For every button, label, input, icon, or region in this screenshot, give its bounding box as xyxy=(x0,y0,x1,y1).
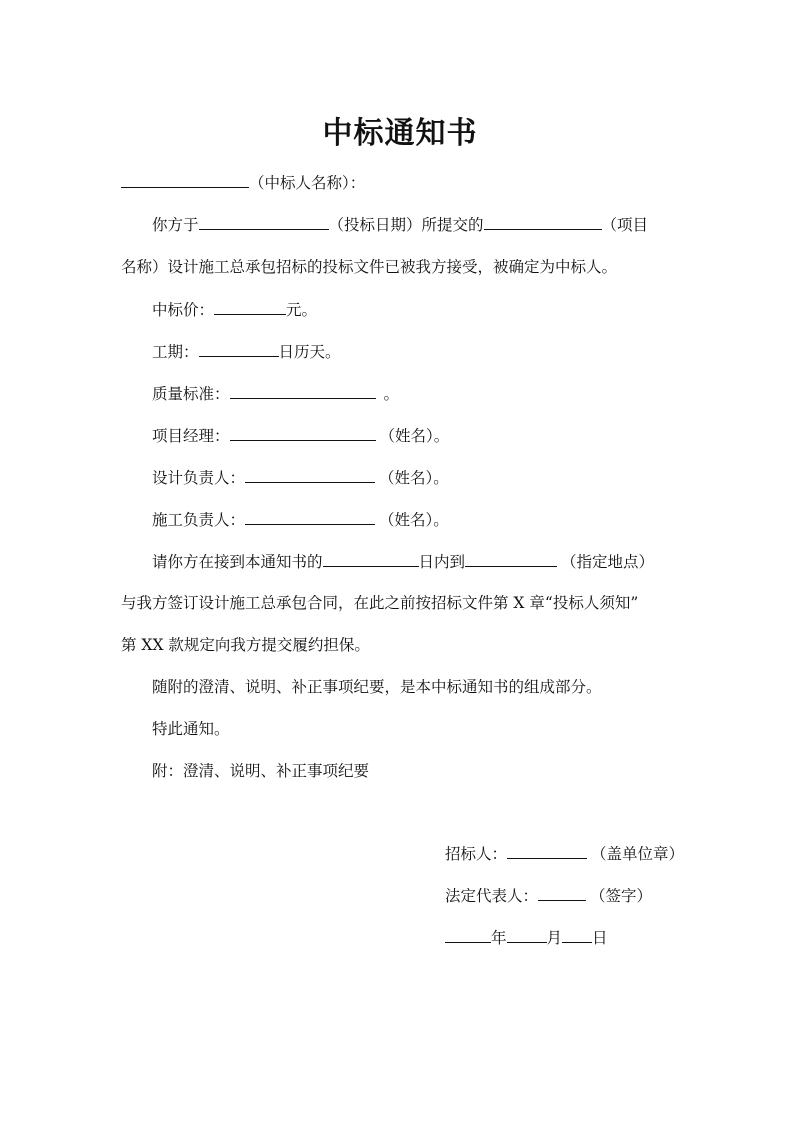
paragraph-1-line-1 xyxy=(152,214,648,235)
period-blank[interactable] xyxy=(199,341,279,357)
winner-name-blank[interactable] xyxy=(121,172,249,188)
year-label: 年 xyxy=(491,929,507,947)
pm-blank[interactable] xyxy=(230,425,376,441)
quality-label: 质量标准： xyxy=(152,385,230,403)
page-title: 中标通知书 xyxy=(322,116,478,151)
p1-text-c: （项目 xyxy=(601,216,649,234)
construction-lead-label: 施工负责人： xyxy=(152,511,246,529)
p1-text-b: （投标日期）所提交的 xyxy=(328,216,484,234)
construction-lead-end: （姓名）。 xyxy=(379,511,449,529)
design-lead-blank[interactable] xyxy=(245,467,375,483)
construction-lead-blank[interactable] xyxy=(245,509,375,525)
construction-lead-line xyxy=(152,509,449,530)
price-unit: 元。 xyxy=(286,301,318,319)
design-lead-label: 设计负责人： xyxy=(152,469,246,487)
tenderer-end: （盖单位章） xyxy=(591,845,685,863)
p2-text-c: （指定地点） xyxy=(561,553,655,571)
day-label: 日 xyxy=(592,929,608,947)
tenderer-blank[interactable] xyxy=(507,843,587,859)
price-label: 中标价： xyxy=(152,301,215,319)
pm-end: （姓名）。 xyxy=(379,427,450,445)
price-blank[interactable] xyxy=(214,299,286,315)
paragraph-3: 随附的澄清、说明、补正事项纪要，是本中标通知书的组成部分。 xyxy=(152,678,602,696)
month-label: 月 xyxy=(546,929,563,947)
addressee-line xyxy=(121,172,365,193)
paragraph-4: 特此通知。 xyxy=(152,720,230,738)
period-label: 工期： xyxy=(152,343,199,361)
day-blank[interactable] xyxy=(562,927,592,943)
month-blank[interactable] xyxy=(507,927,547,943)
submission-blank[interactable] xyxy=(484,214,602,230)
year-blank[interactable] xyxy=(445,927,491,943)
quality-blank[interactable] xyxy=(230,383,376,399)
p1-text-a: 你方于 xyxy=(152,216,199,234)
paragraph-1-line-2: 名称）设计施工总承包招标的投标文件已被我方接受，被确定为中标人。 xyxy=(121,258,618,276)
price-line xyxy=(152,299,317,320)
rep-blank[interactable] xyxy=(538,885,586,901)
quality-end: 。 xyxy=(383,385,400,403)
bid-date-blank[interactable] xyxy=(199,214,329,230)
tenderer-label: 招标人： xyxy=(445,845,508,863)
addressee-suffix: （中标人名称）： xyxy=(249,174,366,192)
rep-label: 法定代表人： xyxy=(445,887,539,905)
design-lead-end: （姓名）。 xyxy=(379,469,449,487)
design-lead-line xyxy=(152,467,449,488)
pm-label: 项目经理： xyxy=(152,427,230,445)
quality-line xyxy=(152,383,399,404)
tenderer-line xyxy=(445,843,684,864)
p2-text-b: 日内到 xyxy=(418,553,466,571)
days-blank[interactable] xyxy=(323,551,419,567)
paragraph-2-line-2: 与我方签订设计施工总承包合同，在此之前按招标文件第 X 章“投标人须知” xyxy=(121,594,639,612)
place-blank[interactable] xyxy=(465,551,557,567)
date-line xyxy=(445,927,608,948)
rep-end: （签字） xyxy=(590,887,653,905)
period-line xyxy=(152,341,341,362)
p2-text-a: 请你方在接到本通知书的 xyxy=(152,553,323,571)
period-unit: 日历天。 xyxy=(278,343,341,361)
project-manager-line xyxy=(152,425,449,446)
paragraph-2-line-3: 第 XX 款规定向我方提交履约担保。 xyxy=(121,636,370,654)
attachment-line: 附：澄清、说明、补正事项纪要 xyxy=(152,762,370,780)
legal-rep-line xyxy=(445,885,652,906)
paragraph-2-line-1 xyxy=(152,551,654,572)
